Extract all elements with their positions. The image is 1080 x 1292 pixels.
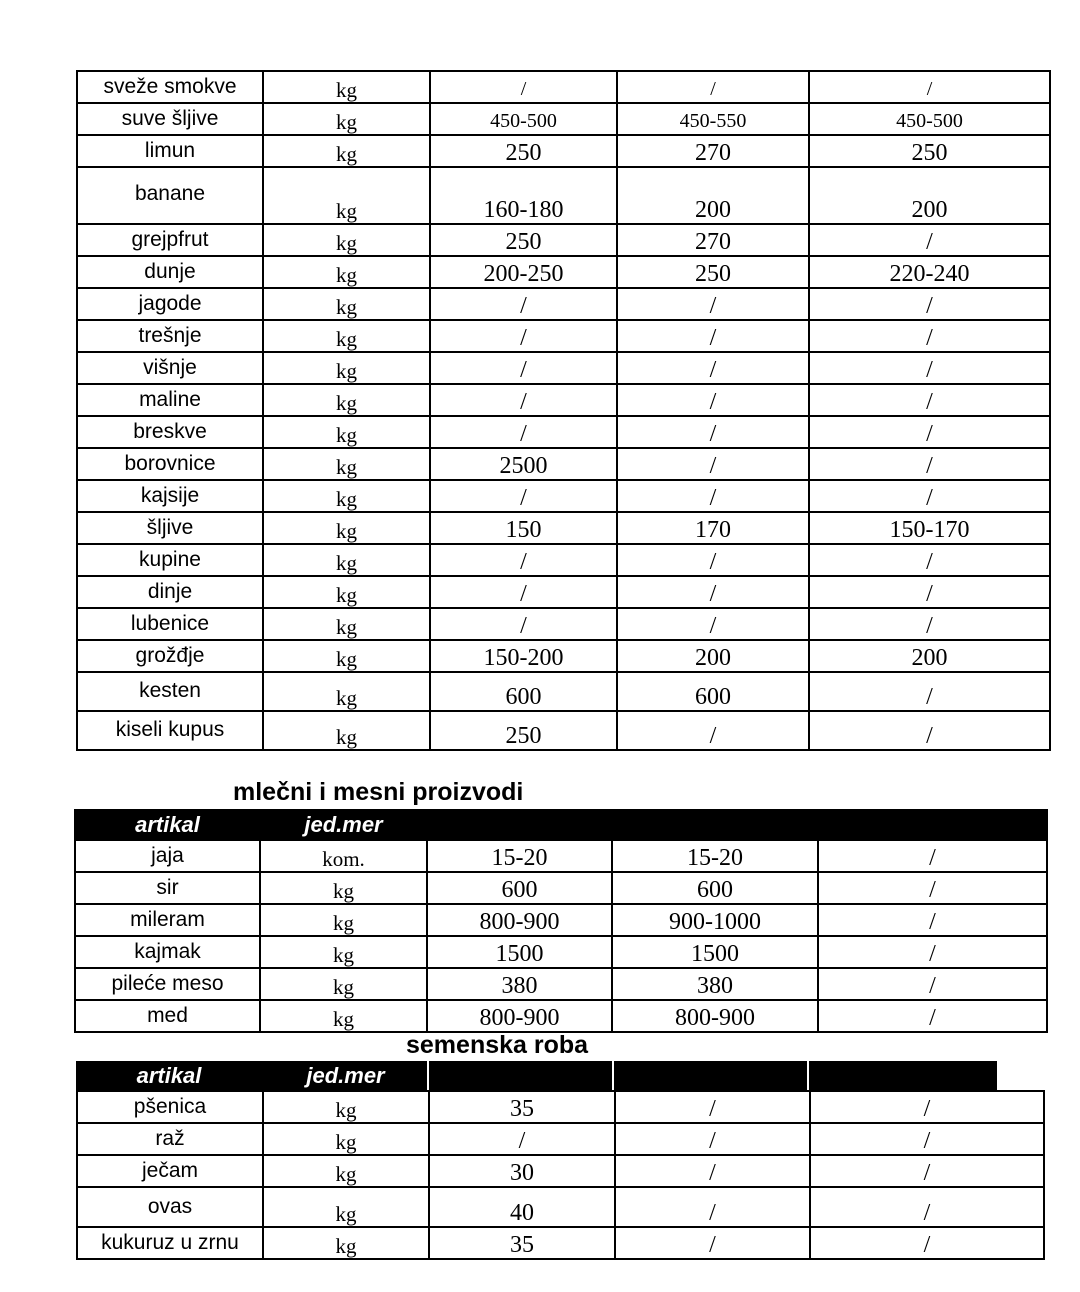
price-cell: 1500: [427, 936, 612, 968]
table-row: [77, 640, 1050, 672]
price-cell: /: [809, 711, 1050, 750]
header-empty: [427, 810, 612, 840]
price-cell: 35: [429, 1091, 615, 1123]
price-cell: /: [818, 872, 1047, 904]
section-title-dairy: mlečni i mesni proizvodi: [233, 778, 524, 806]
price-cell: /: [615, 1091, 810, 1123]
price-cell: /: [617, 480, 809, 512]
table-row: [75, 904, 1047, 936]
table-row: [77, 480, 1050, 512]
header-divider: [807, 1061, 809, 1091]
price-cell: /: [617, 448, 809, 480]
item-name: grejpfrut: [77, 224, 263, 256]
header-jed-mer: jed.mer: [260, 810, 427, 840]
table-row: [77, 544, 1050, 576]
table-row: [75, 1000, 1047, 1032]
unit-cell: kg: [260, 872, 427, 904]
price-cell: 1500: [612, 936, 818, 968]
item-name: kupine: [77, 544, 263, 576]
unit-cell: kg: [263, 320, 430, 352]
item-name: borovnice: [77, 448, 263, 480]
header-artikal: artikal: [136, 1063, 202, 1088]
table-row: [77, 352, 1050, 384]
price-cell: /: [430, 352, 617, 384]
item-name: dinje: [77, 576, 263, 608]
header-jed-mer: jed.mer: [306, 1063, 385, 1088]
price-cell: /: [617, 320, 809, 352]
unit-cell: kg: [263, 224, 430, 256]
price-cell: /: [617, 576, 809, 608]
table-row: [77, 1123, 1044, 1155]
price-cell: /: [818, 1000, 1047, 1032]
item-name: kiseli kupus: [77, 711, 263, 750]
unit-cell: kg: [263, 544, 430, 576]
price-cell: 800-900: [427, 904, 612, 936]
price-cell: /: [818, 904, 1047, 936]
table-row: [75, 936, 1047, 968]
price-cell: /: [809, 448, 1050, 480]
table-row: [77, 1187, 1044, 1227]
table-row: [75, 968, 1047, 1000]
price-cell: /: [809, 576, 1050, 608]
price-cell: 250: [430, 224, 617, 256]
price-cell: /: [809, 544, 1050, 576]
item-name: jagode: [77, 288, 263, 320]
price-cell: 200: [809, 640, 1050, 672]
price-cell: 450-500: [430, 103, 617, 135]
item-name: banane: [77, 167, 263, 224]
table-row: [77, 384, 1050, 416]
price-cell: 200: [617, 167, 809, 224]
price-cell: /: [617, 352, 809, 384]
price-cell: 600: [617, 672, 809, 711]
price-cell: 270: [617, 135, 809, 167]
unit-cell: kg: [263, 256, 430, 288]
unit-cell: kg: [263, 1123, 429, 1155]
unit-cell: kom.: [260, 840, 427, 872]
header-empty: [612, 810, 818, 840]
price-cell: 220-240: [809, 256, 1050, 288]
unit-cell: kg: [263, 167, 430, 224]
price-cell: /: [430, 71, 617, 103]
table-row: [77, 135, 1050, 167]
table-row: [77, 448, 1050, 480]
price-cell: /: [430, 608, 617, 640]
unit-cell: kg: [263, 352, 430, 384]
price-cell: /: [818, 936, 1047, 968]
price-cell: 160-180: [430, 167, 617, 224]
seed-header-bar: [76, 1061, 997, 1091]
price-cell: /: [810, 1091, 1044, 1123]
price-cell: /: [617, 711, 809, 750]
item-name: sveže smokve: [77, 71, 263, 103]
price-cell: /: [818, 840, 1047, 872]
unit-cell: kg: [263, 672, 430, 711]
price-cell: /: [430, 320, 617, 352]
price-cell: /: [809, 320, 1050, 352]
price-cell: /: [615, 1227, 810, 1259]
price-cell: /: [810, 1123, 1044, 1155]
table-row: [77, 608, 1050, 640]
price-cell: /: [809, 384, 1050, 416]
price-cell: /: [430, 288, 617, 320]
dairy-price-table: [74, 809, 1048, 1033]
table-row: [77, 1227, 1044, 1259]
price-cell: /: [810, 1187, 1044, 1227]
table-row: [77, 256, 1050, 288]
price-cell: /: [809, 352, 1050, 384]
item-name: jaja: [75, 840, 260, 872]
item-name: lubenice: [77, 608, 263, 640]
price-cell: 15-20: [427, 840, 612, 872]
price-cell: /: [818, 968, 1047, 1000]
item-name: kajmak: [75, 936, 260, 968]
price-cell: /: [809, 672, 1050, 711]
item-name: pšenica: [77, 1091, 263, 1123]
header-divider: [427, 1061, 429, 1091]
price-cell: /: [809, 71, 1050, 103]
price-cell: 270: [617, 224, 809, 256]
table-row: [75, 872, 1047, 904]
unit-cell: kg: [263, 416, 430, 448]
unit-cell: kg: [263, 608, 430, 640]
price-cell: 250: [809, 135, 1050, 167]
price-cell: 380: [612, 968, 818, 1000]
item-name: višnje: [77, 352, 263, 384]
price-cell: /: [809, 416, 1050, 448]
price-cell: 150-200: [430, 640, 617, 672]
table-row: [77, 576, 1050, 608]
price-cell: 800-900: [427, 1000, 612, 1032]
price-cell: /: [617, 288, 809, 320]
table-row: [75, 840, 1047, 872]
unit-cell: kg: [263, 384, 430, 416]
price-cell: 150-170: [809, 512, 1050, 544]
price-cell: 250: [430, 711, 617, 750]
table-row: [77, 1091, 1044, 1123]
price-cell: 250: [617, 256, 809, 288]
fruit-price-table: [76, 70, 1051, 751]
item-name: maline: [77, 384, 263, 416]
item-name: pileće meso: [75, 968, 260, 1000]
unit-cell: kg: [263, 1187, 429, 1227]
price-cell: 380: [427, 968, 612, 1000]
price-cell: /: [809, 288, 1050, 320]
unit-cell: kg: [260, 904, 427, 936]
unit-cell: kg: [263, 71, 430, 103]
unit-cell: kg: [263, 1091, 429, 1123]
table-row: [77, 288, 1050, 320]
price-cell: 2500: [430, 448, 617, 480]
price-cell: 600: [427, 872, 612, 904]
price-cell: 15-20: [612, 840, 818, 872]
header-empty: [818, 810, 1047, 840]
price-cell: /: [810, 1227, 1044, 1259]
price-cell: /: [617, 71, 809, 103]
table-row: [77, 711, 1050, 750]
item-name: raž: [77, 1123, 263, 1155]
unit-cell: kg: [260, 968, 427, 1000]
table-row: [77, 512, 1050, 544]
price-cell: /: [810, 1155, 1044, 1187]
price-cell: 600: [612, 872, 818, 904]
item-name: ječam: [77, 1155, 263, 1187]
price-cell: /: [430, 544, 617, 576]
price-cell: 200-250: [430, 256, 617, 288]
price-cell: /: [809, 608, 1050, 640]
table-row: [77, 167, 1050, 224]
price-cell: 30: [429, 1155, 615, 1187]
item-name: mileram: [75, 904, 260, 936]
price-cell: /: [615, 1123, 810, 1155]
table-row: [77, 320, 1050, 352]
table-row: [77, 416, 1050, 448]
price-cell: 450-500: [809, 103, 1050, 135]
price-cell: /: [430, 416, 617, 448]
price-cell: 600: [430, 672, 617, 711]
price-cell: 170: [617, 512, 809, 544]
item-name: breskve: [77, 416, 263, 448]
price-cell: 200: [617, 640, 809, 672]
header-artikal: artikal: [75, 810, 260, 840]
item-name: sir: [75, 872, 260, 904]
price-cell: /: [617, 544, 809, 576]
unit-cell: kg: [263, 1227, 429, 1259]
table-header-row: [75, 810, 1047, 840]
section-title-seed: semenska roba: [406, 1031, 589, 1059]
price-cell: 35: [429, 1227, 615, 1259]
unit-cell: kg: [263, 1155, 429, 1187]
table-row: [77, 71, 1050, 103]
price-cell: 900-1000: [612, 904, 818, 936]
unit-cell: kg: [263, 576, 430, 608]
price-cell: 250: [430, 135, 617, 167]
unit-cell: kg: [263, 711, 430, 750]
price-cell: /: [617, 384, 809, 416]
item-name: limun: [77, 135, 263, 167]
item-name: grožđje: [77, 640, 263, 672]
price-cell: /: [430, 576, 617, 608]
price-cell: /: [429, 1123, 615, 1155]
price-cell: 150: [430, 512, 617, 544]
unit-cell: kg: [263, 480, 430, 512]
item-name: trešnje: [77, 320, 263, 352]
item-name: šljive: [77, 512, 263, 544]
item-name: suve šljive: [77, 103, 263, 135]
price-cell: /: [809, 480, 1050, 512]
price-cell: /: [617, 608, 809, 640]
seed-price-table: [76, 1090, 1045, 1260]
price-cell: /: [430, 384, 617, 416]
price-cell: 40: [429, 1187, 615, 1227]
price-cell: /: [430, 480, 617, 512]
item-name: kesten: [77, 672, 263, 711]
header-divider: [612, 1061, 614, 1091]
unit-cell: kg: [263, 103, 430, 135]
table-row: [77, 672, 1050, 711]
unit-cell: kg: [263, 640, 430, 672]
unit-cell: kg: [263, 135, 430, 167]
price-cell: /: [615, 1155, 810, 1187]
table-row: [77, 224, 1050, 256]
unit-cell: kg: [263, 288, 430, 320]
table-row: [77, 1155, 1044, 1187]
price-cell: 800-900: [612, 1000, 818, 1032]
unit-cell: kg: [260, 1000, 427, 1032]
item-name: kukuruz u zrnu: [77, 1227, 263, 1259]
unit-cell: kg: [263, 512, 430, 544]
item-name: med: [75, 1000, 260, 1032]
table-row: [77, 103, 1050, 135]
item-name: dunje: [77, 256, 263, 288]
item-name: kajsije: [77, 480, 263, 512]
price-cell: 200: [809, 167, 1050, 224]
price-cell: /: [615, 1187, 810, 1227]
price-cell: /: [617, 416, 809, 448]
price-cell: /: [809, 224, 1050, 256]
item-name: ovas: [77, 1187, 263, 1227]
price-cell: 450-550: [617, 103, 809, 135]
unit-cell: kg: [260, 936, 427, 968]
unit-cell: kg: [263, 448, 430, 480]
